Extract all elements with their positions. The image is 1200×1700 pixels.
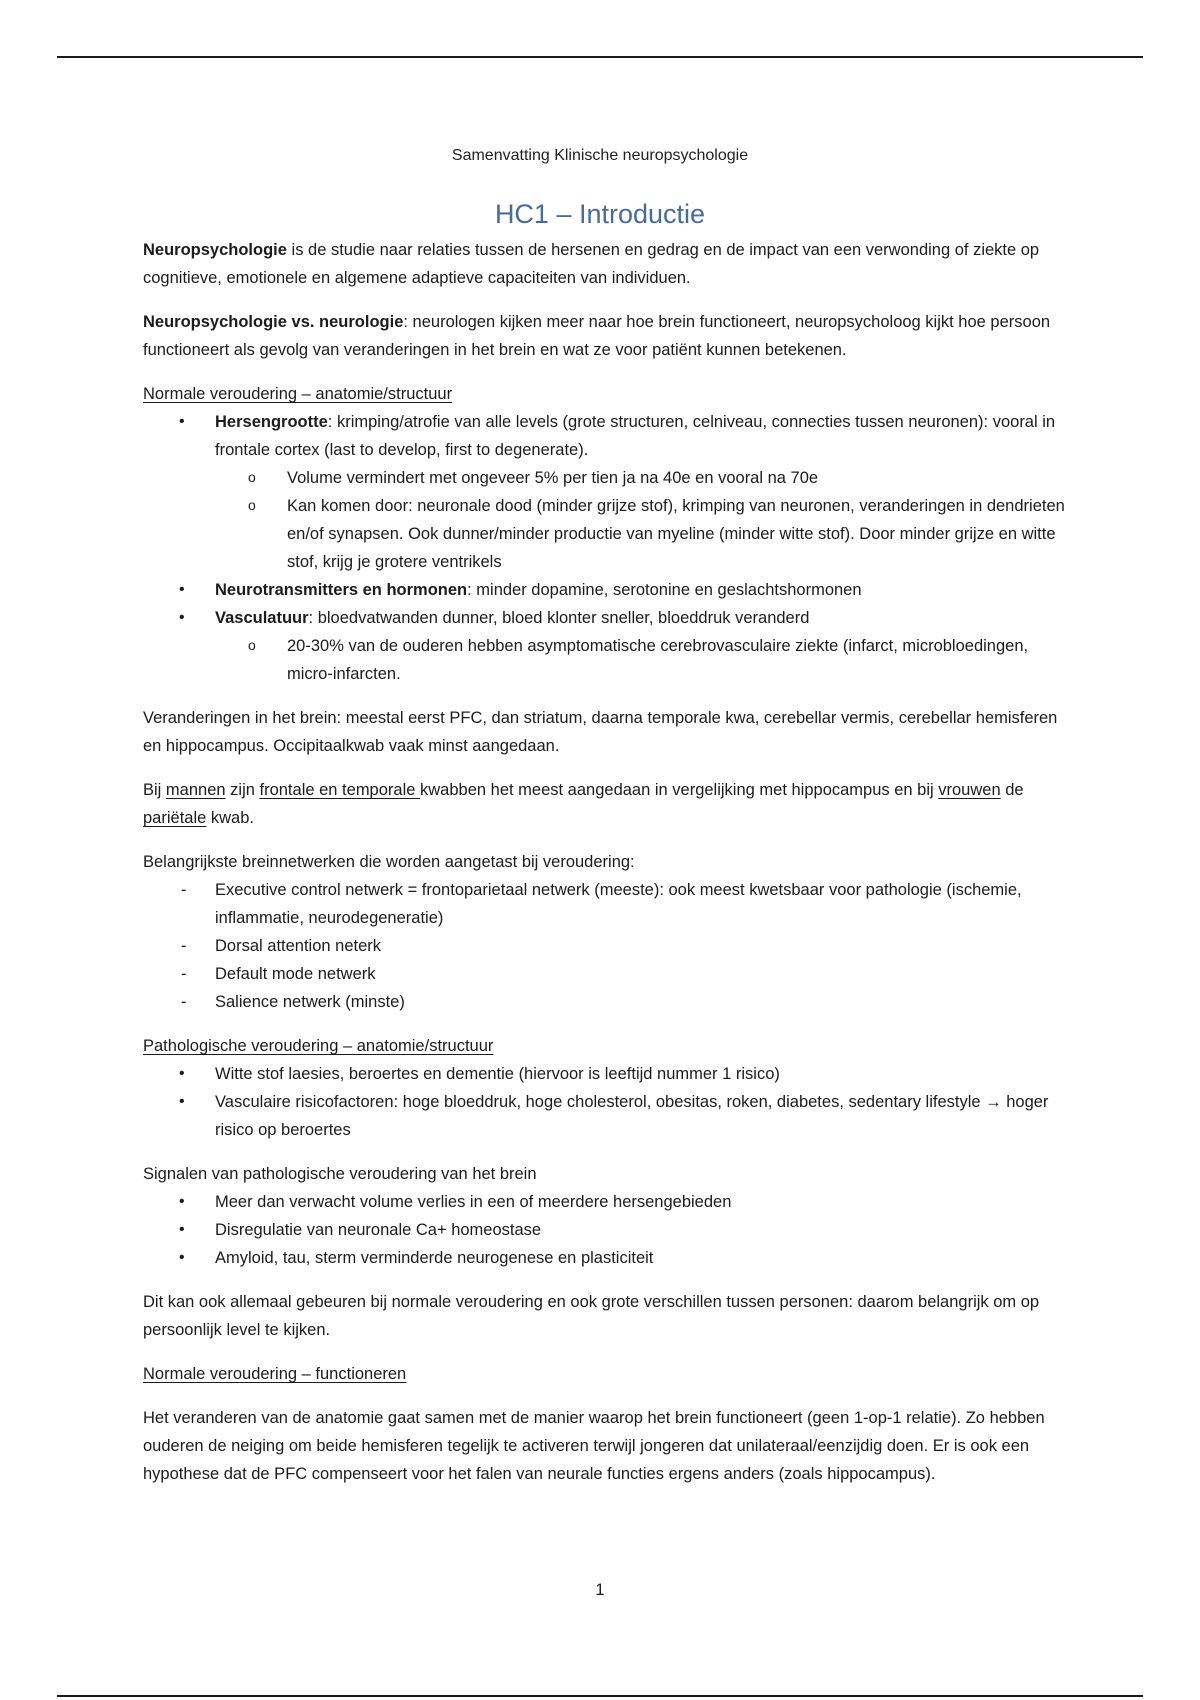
normal-anatomy-list xyxy=(143,408,1068,688)
sublist xyxy=(215,464,1068,576)
networks-list xyxy=(143,876,1068,1016)
networks-intro: Belangrijkste breinnetwerken die worden aangetast bij veroudering: xyxy=(143,853,635,871)
list-item xyxy=(143,604,1068,688)
item-term: Neurotransmitters en hormonen xyxy=(215,581,468,599)
page-title: HC1 – Introductie xyxy=(494,199,706,229)
signals-list xyxy=(143,1188,1068,1272)
text-run: Bij xyxy=(143,781,166,799)
text-run: de xyxy=(1000,781,1024,799)
term-neuropsychologie: Neuropsychologie xyxy=(143,241,287,259)
pathological-anatomy-list xyxy=(143,1060,1068,1144)
top-rule xyxy=(57,56,1143,58)
definition-text: is de studie naar relaties tussen de hersenen en gedrag en de impact van een verwonding of ziekte op cognitieve, emotionele en algemene adaptieve capaciteiten van individuen. xyxy=(143,241,1040,287)
list-item: • Amyloid, tau, sterm verminderde neurogenese en plasticiteit xyxy=(143,1244,1068,1272)
document-header: Samenvatting Klinische neuropsychologie xyxy=(451,147,749,164)
item-term: Vasculatuur xyxy=(215,609,309,627)
sublist-item: o Volume vermindert met ongeveer 5% per tien ja na 40e en vooral na 70e xyxy=(215,464,1068,492)
section-heading-pathological-anatomy: Pathologische veroudering – anatomie/structuur xyxy=(143,1037,494,1055)
list-item xyxy=(143,576,1068,604)
sublist-item: o Kan komen door: neuronale dood (minder grijze stof), krimping van neuronen, veranderingen in dendrieten en/of synapsen. Ook dunner/minder productie van myeline (minder witte stof). Door minder grijze en witte stof, krijg je grotere ventrikels xyxy=(215,492,1068,576)
list-item xyxy=(143,408,1068,576)
list-item: • Witte stof laesies, beroertes en dementie (hiervoor is leeftijd nummer 1 risico) xyxy=(143,1060,1068,1088)
text-run: zijn xyxy=(225,781,260,799)
sublist xyxy=(215,632,1068,688)
item-term: Hersengrootte xyxy=(215,413,328,431)
paragraph-variation: Dit kan ook allemaal gebeuren bij normale veroudering en ook grote verschillen tussen personen: daarom belangrijk om op persoonlijk level te kijken. xyxy=(143,1293,1040,1339)
section-heading-normal-functioning: Normale veroudering – functioneren xyxy=(143,1365,407,1383)
paragraph-comparison xyxy=(143,308,1068,364)
list-item: - Default mode netwerk xyxy=(143,960,1068,988)
paragraph-brain-changes: Veranderingen in het brein: meestal eerst PFC, dan striatum, daarna temporale kwa, cerebellar vermis, cerebellar hemisferen en hippocampus. Occipitaalkwab vaak minst aangedaan. xyxy=(143,709,1058,755)
section-heading-normal-anatomy: Normale veroudering – anatomie/structuur xyxy=(143,385,453,403)
comparison-text: : neurologen kijken meer naar hoe brein functioneert, neuropsycholoog kijkt hoe persoon functioneert als gevolg van veranderingen in het brein en wat ze voor patiënt kunnen betekenen. xyxy=(143,313,1051,359)
term-comparison: Neuropsychologie vs. neurologie xyxy=(143,313,404,331)
underlined-text: mannen xyxy=(165,781,226,799)
underlined-text: frontale en temporale xyxy=(259,781,421,799)
sublist-item: o 20-30% van de ouderen hebben asymptomatische cerebrovasculaire ziekte (infarct, microbloedingen, micro-infarcten. xyxy=(215,632,1068,688)
item-text: : krimping/atrofie van alle levels (grote structuren, celniveau, connecties tussen neuronen): vooral in frontale cortex (last to develop, first to degenerate). xyxy=(215,413,1056,459)
text-run: kwab. xyxy=(206,809,254,827)
list-item: - Dorsal attention neterk xyxy=(143,932,1068,960)
item-text: : minder dopamine, serotonine en geslachtshormonen xyxy=(467,581,862,599)
paragraph-functioning: Het veranderen van de anatomie gaat samen met de manier waarop het brein functioneert (geen 1-op-1 relatie). Zo hebben ouderen de neiging om beide hemisferen tegelijk te activeren terwijl jongeren dat unilateraal/eenzijdig doen. Er is ook een hypothese dat de PFC compenseert voor het falen van neurale functies ergens anders (zoals hippocampus). xyxy=(143,1409,1045,1483)
list-item: • Disregulatie van neuronale Ca+ homeostase xyxy=(143,1216,1068,1244)
paragraph-definition xyxy=(143,236,1068,292)
text-run: kwabben het meest aangedaan in vergelijking met hippocampus en bij xyxy=(420,781,939,799)
document-body xyxy=(143,236,1068,1504)
underlined-text: pariëtale xyxy=(143,809,207,827)
underlined-text: vrouwen xyxy=(938,781,1001,799)
list-item: • Vasculaire risicofactoren: hoge bloeddruk, hoge cholesterol, obesitas, roken, diabetes, sedentary lifestyle → hoger risico op beroertes xyxy=(143,1088,1068,1144)
list-item: - Salience netwerk (minste) xyxy=(143,988,1068,1016)
list-item: • Meer dan verwacht volume verlies in een of meerdere hersengebieden xyxy=(143,1188,1068,1216)
page-number: 1 xyxy=(595,1581,605,1599)
list-item: - Executive control netwerk = frontoparietaal netwerk (meeste): ook meest kwetsbaar voor pathologie (ischemie, inflammatie, neurodegeneratie) xyxy=(143,876,1068,932)
paragraph-gender xyxy=(143,776,1068,832)
bottom-rule xyxy=(57,1695,1143,1697)
signals-intro: Signalen van pathologische veroudering van het brein xyxy=(143,1165,537,1183)
item-text: : bloedvatwanden dunner, bloed klonter sneller, bloeddruk veranderd xyxy=(308,609,810,627)
